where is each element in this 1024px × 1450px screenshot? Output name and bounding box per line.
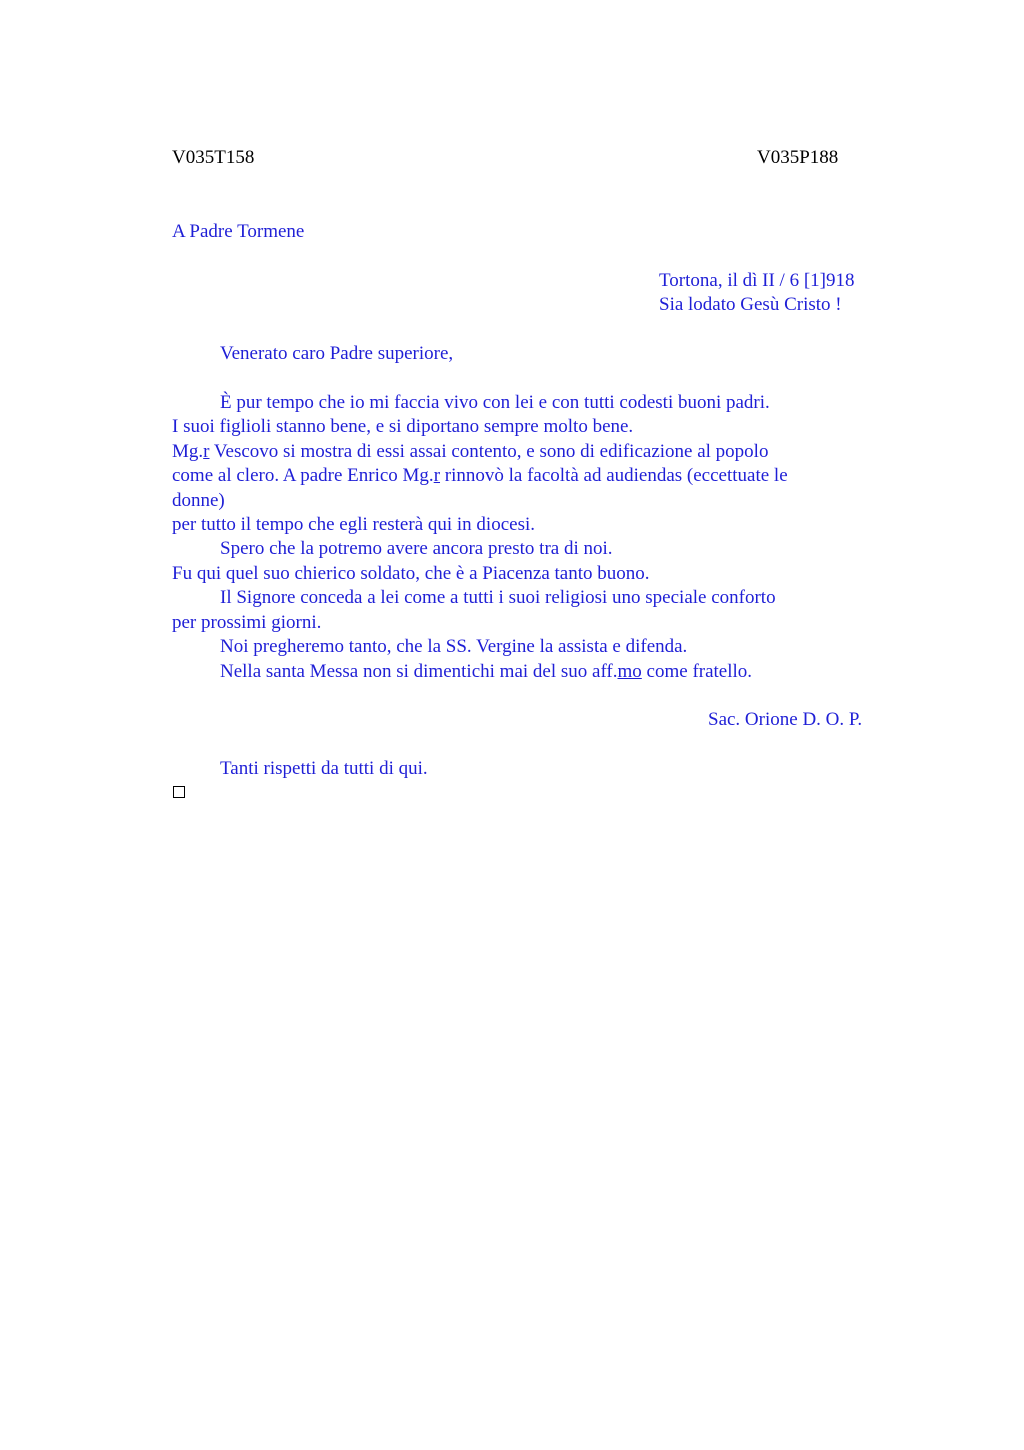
line-text: rinnovò la facoltà ad audiendas (eccettuate le <box>440 465 788 486</box>
body-line <box>172 464 788 488</box>
signature: Sac. Orione D. O. P. <box>708 709 863 730</box>
line-text: Nella santa Messa non si dimentichi mai del suo aff. <box>220 661 618 682</box>
abbrev-text: Mg. <box>172 441 204 462</box>
document-code-left: V035T158 <box>172 147 255 168</box>
body-line <box>220 660 752 684</box>
greeting: Sia lodato Gesù Cristo ! <box>659 294 842 315</box>
abbrev-superscript: r <box>203 441 210 462</box>
line-text: come al clero. A padre Enrico Mg. <box>172 465 434 486</box>
postscript: Tanti rispetti da tutti di qui. <box>220 758 428 779</box>
recipient: A Padre Tormene <box>172 221 305 242</box>
body-line: Fu qui quel suo chierico soldato, che è a Piacenza tanto buono. <box>172 563 650 584</box>
body-line: Noi pregheremo tanto, che la SS. Vergine la assista e difenda. <box>220 636 688 657</box>
salutation: Venerato caro Padre superiore, <box>220 343 454 364</box>
body-line: per tutto il tempo che egli resterà qui in diocesi. <box>172 514 536 535</box>
body-line: Il Signore conceda a lei come a tutti i suoi religiosi uno speciale conforto <box>220 587 776 608</box>
abbrev-superscript: r <box>433 465 441 486</box>
line-text: come fratello. <box>641 661 753 682</box>
body-line: donne) <box>172 490 225 511</box>
place-date: Tortona, il dì II / 6 [1]918 <box>659 270 855 291</box>
body-line: È pur tempo che io mi faccia vivo con lei e con tutti codesti buoni padri. <box>220 392 770 413</box>
line-text: Vescovo si mostra di essi assai contento, e sono di edificazione al popolo <box>209 441 769 462</box>
empty-box-icon <box>173 786 185 798</box>
body-line: Spero che la potremo avere ancora presto tra di noi. <box>220 538 613 559</box>
body-line: per prossimi giorni. <box>172 612 322 633</box>
body-line: I suoi figlioli stanno bene, e si diportano sempre molto bene. <box>172 416 634 437</box>
abbrev-superscript: mo <box>617 661 642 682</box>
document-code-right: V035P188 <box>757 147 839 168</box>
body-line <box>172 440 768 464</box>
